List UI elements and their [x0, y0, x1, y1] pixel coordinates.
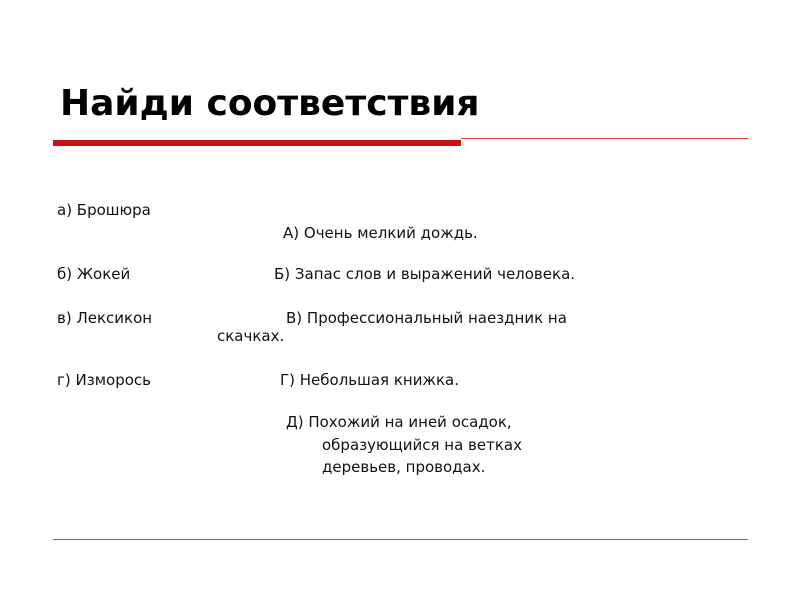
- definition-g: Г) Небольшая книжка.: [280, 371, 459, 389]
- footer-divider: [53, 539, 748, 540]
- definition-d-line1: Д) Похожий на иней осадок,: [286, 413, 512, 431]
- definition-d-line2: образующийся на ветках: [322, 436, 522, 454]
- slide-title: Найди соответствия: [60, 83, 480, 124]
- definition-v-line1: В) Профессиональный наездник на: [286, 309, 567, 327]
- definition-b: Б) Запас слов и выражений человека.: [274, 265, 576, 283]
- term-lexicon: в) Лексикон: [57, 309, 153, 327]
- term-frost: г) Изморось: [57, 371, 151, 389]
- definition-d-line3: деревьев, проводах.: [322, 458, 486, 476]
- definition-v-line2: скачках.: [217, 327, 285, 345]
- title-underline-thin: [461, 138, 748, 139]
- definition-a: А) Очень мелкий дождь.: [283, 224, 478, 242]
- term-brochure: а) Брошюра: [57, 201, 151, 219]
- title-underline-accent: [53, 140, 461, 146]
- term-jockey: б) Жокей: [57, 265, 131, 283]
